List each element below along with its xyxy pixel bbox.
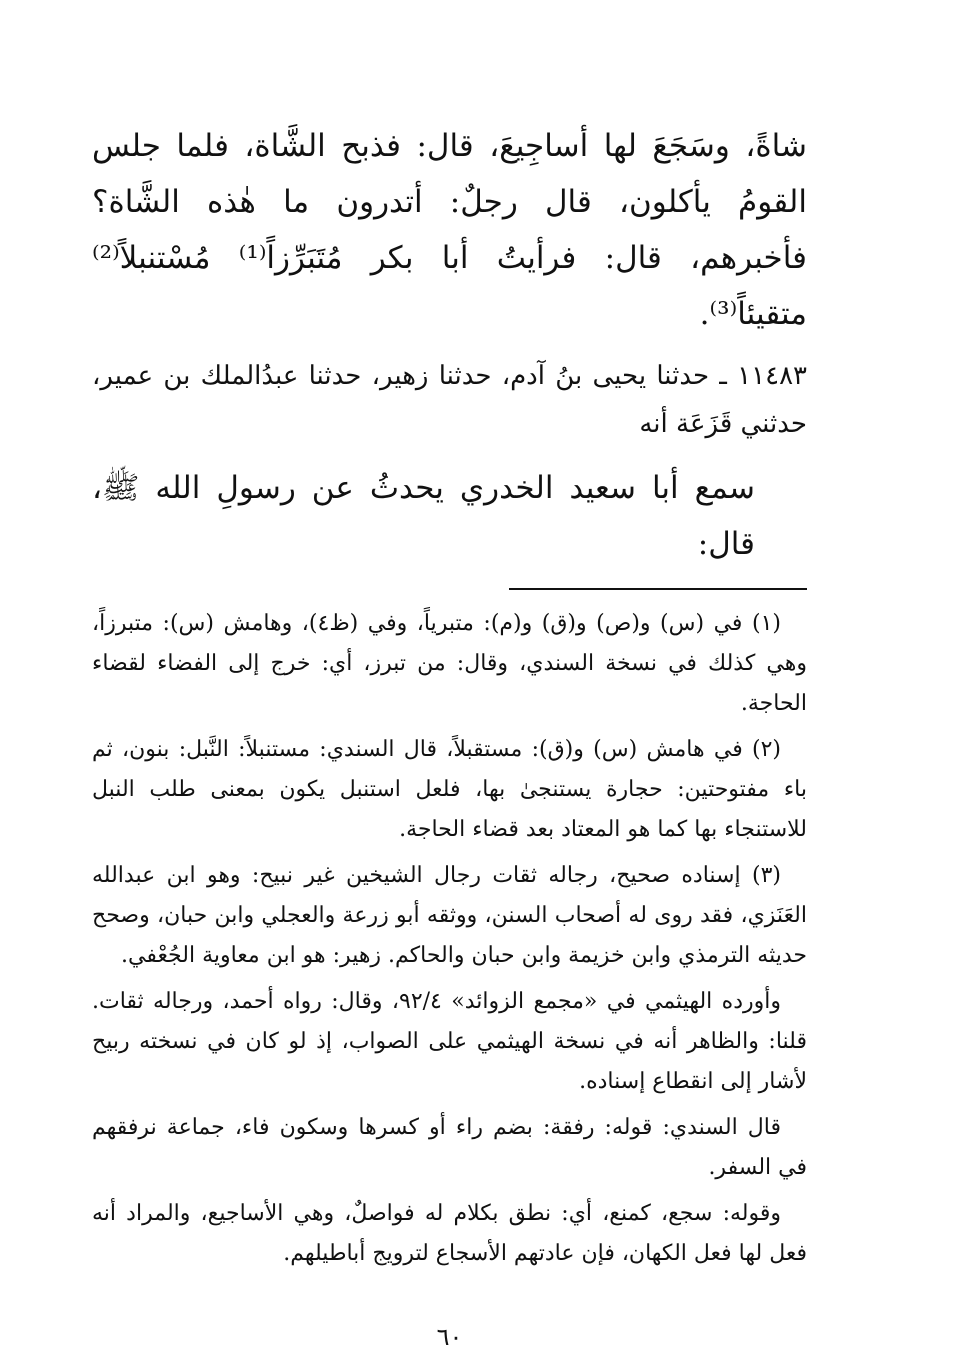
footnote-divider: [509, 588, 807, 590]
page-number: ٦٠: [436, 1323, 463, 1351]
footnote-3-continuation: وأورده الهيثمي في «مجمع الزوائد» ٩٢/٤، وقال: رواه أحمد، ورجاله ثقات. قلنا: والظاهر أنه في نسخة الهيثمي على الصواب، إذ لو كان في نسخته ربيح لأشار إلى انقطاع إسناده.: [92, 989, 807, 1094]
footnote-1: (١) في (س) و(ص) و(ق) و(م): متبرياً، وفي (ظ٤)، وهامش (س): متبرزاً، وهي كذلك في نسخة السندي، وقال: من تبرز، أي: خرج إلى الفضاء لقضاء الحاجة.: [92, 611, 807, 716]
hadith-chain: ١١٤٨٣ ـ حدثنا يحيى بنُ آدم، حدثنا زهير، حدثنا عبدُالملك بن عمير، حدثني قَزَعَة أنه: [92, 361, 807, 439]
book-page: [92, 118, 807, 1351]
footnote-2: (٢) في هامش (س) و(ق): مستقبلاً، قال السندي: مستنبلاً: النَّبل: بنون، ثم باء مفتوحتين: حجارة يستنجىٰ بها، فلعل استنبل يكون بمعنى طلب النبل للاستنجاء بها كما هو المعتاد بعد قضاء الحاجة.: [92, 737, 807, 842]
footnote-commentary-2: وقوله: سجع، كمنع، أي: نطق بكلام له فواصلٌ، وهي الأساجيع، والمراد أنه فعل لها فعل الكهان، فإن عادتهم الأسجاع لترويج أباطيلهم.: [92, 1201, 807, 1266]
main-paragraph: شاةً، وسَجَعَ لها أساجِيعَ، قال: فذبح الشَّاة، فلما جلس القومُ يأكلون، قال رجلٌ: أتدرون ما هٰذه الشَّاة؟ فأخبرهم، قال: فرأيتُ أبا بكر مُتَبَرِّزاً⁽¹⁾ مُسْتنبلاً⁽²⁾ متقيئاً⁽³⁾.: [92, 128, 807, 332]
footnote-3: (٣) إسناده صحيح، رجاله ثقات رجال الشيخين غير نبيح: وهو ابن عبدالله العَنَزي، فقد روى له أصحاب السنن، ووثقه أبو زرعة والعجلي وابن حبان، وصحح حديثه الترمذي وابن خزيمة وابن حبان والحاكم. زهير: هو ابن معاوية الجُعْفي.: [92, 863, 807, 968]
main-text: [92, 118, 807, 572]
footnotes: [92, 604, 807, 1274]
hadith-text: سمع أبا سعيد الخدري يحدثُ عن رسولِ الله ﷺ، قال:: [92, 470, 755, 562]
footnote-commentary-1: قال السندي: قوله: رفقة: بضم راء أو كسرها وسكون فاء، جماعة نرفقهم في السفر.: [92, 1115, 807, 1180]
